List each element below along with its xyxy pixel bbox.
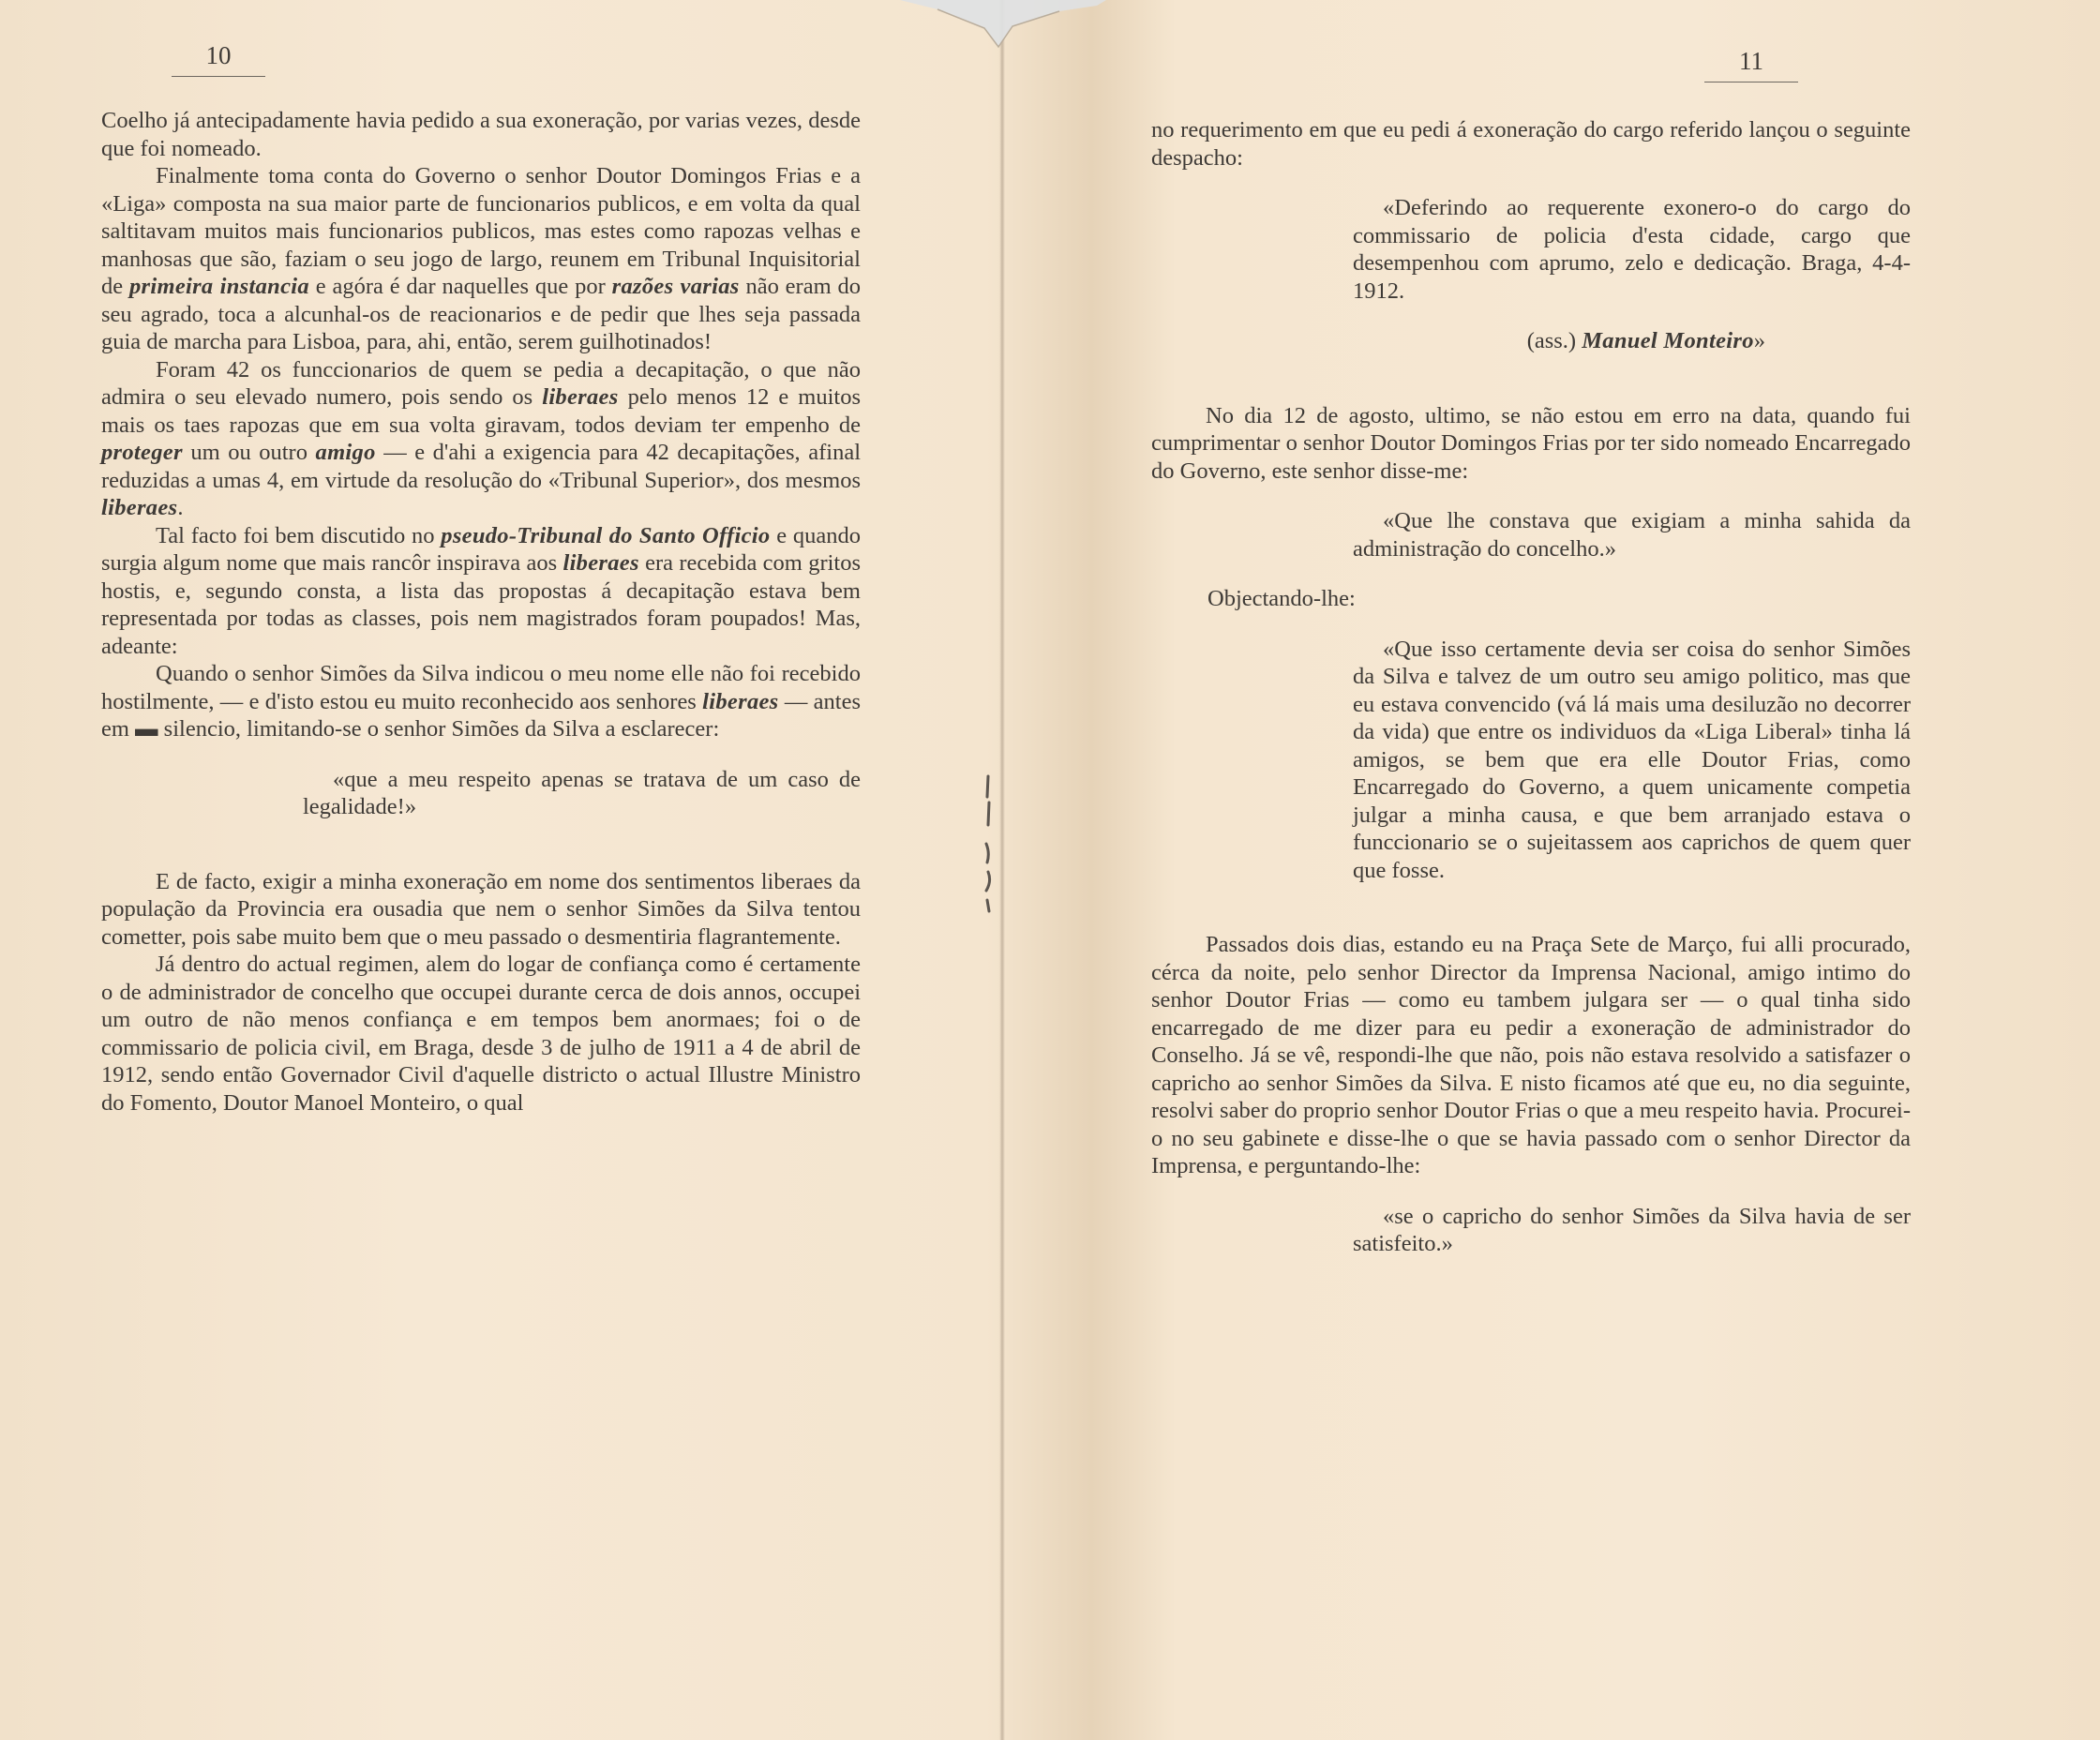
- paragraph: [1151, 402, 1911, 486]
- text-run: «Que isso certamente devia ser coisa do senhor Simões da Silva e talvez de um outro seu amigo politico, mas que eu estava convencido (vá lá mais uma desiluzão no decorrer da vida) que entre os individuos da «Liga Liberal» tinha lá amigos, se bem que era elle Doutor Frias, como Encarregado do Governo, a quem unicamente competia julgar a minha causa, e que bem arranjado estava o funccionario se o sujeitassem aos caprichos de quem quer que fosse.: [1353, 636, 1911, 883]
- text-run: no requerimento em que eu pedi á exoneração do cargo referido lançou o seguinte despacho:: [1151, 117, 1911, 171]
- text-run: «se o capricho do senhor Simões da Silva havia de ser satisfeito.»: [1353, 1203, 1911, 1256]
- paragraph: [101, 951, 861, 1117]
- page-text: [101, 107, 861, 1117]
- text-run: era recebida com gritos hostis, e, segundo consta, a lista das propostas á decapitação estava bem representada por todas as classes, pois nem magistrados foram poupados! Mas, adeante:: [101, 550, 862, 659]
- page-number: 11: [1704, 47, 1798, 82]
- text-run: e agóra é dar naquelles que por: [308, 274, 612, 299]
- quotation: [1353, 194, 1911, 305]
- emphasis-text: razões varias: [611, 274, 740, 299]
- text-run: Finalmente toma conta do Governo o senhor Doutor Domingos Frias e a «Liga» composta na sua maior parte de funcionarios publicos, e em volta da qual saltitavam muitos mais funcionarios publicos, mas estes como rapozas velhas e manhosas que são, faziam o seu jogo de largo, reunem em Tribunal Inquisitorial de: [101, 163, 861, 299]
- text-run: Tal facto foi bem discutido no: [156, 522, 442, 548]
- emphasis-text: liberaes: [542, 384, 619, 410]
- text-run: .: [177, 495, 184, 520]
- emphasis-text: liberaes: [702, 688, 779, 714]
- paragraph: [101, 162, 861, 356]
- text-run: E de facto, exigir a minha exoneração em nome dos sentimentos liberaes da população da Provincia era ousadia que nem o senhor Simões da Silva tentou cometter, pois sabe muito bem que o meu passado o desmentiria flagrantemente.: [101, 868, 861, 950]
- text-run: — antes em ▬ silencio, limitando-se o senhor Simões da Silva a esclarecer:: [101, 688, 861, 742]
- text-run: »: [1753, 328, 1765, 353]
- signature-line: [1151, 327, 1911, 355]
- quotation: [1353, 636, 1911, 885]
- emphasis-text: primeira instancia: [128, 274, 309, 299]
- emphasis-text: amigo: [315, 440, 376, 465]
- emphasis-text: proteger: [101, 440, 183, 465]
- text-run: Foram 42 os funccionarios de quem se pedia a decapitação, o que não admira o seu elevado numero, pois sendo os: [101, 356, 861, 410]
- emphasis-text: liberaes: [101, 495, 178, 520]
- torn-paper-corner: [900, 0, 1106, 52]
- paragraph: [101, 356, 861, 522]
- text-run: Objectando-lhe:: [1208, 586, 1356, 611]
- paragraph: [1151, 116, 1911, 172]
- paragraph: [101, 660, 861, 743]
- text-run: (ass.): [1526, 328, 1582, 353]
- quotation: [303, 766, 861, 821]
- paragraph: [1151, 585, 1911, 613]
- text-run: um ou outro: [182, 440, 316, 465]
- quotation: [1353, 507, 1911, 562]
- text-run: Quando o senhor Simões da Silva indicou o meu nome elle não foi recebido hostilmente, — e d'isto estou eu muito reconhecido aos senhores: [101, 661, 861, 714]
- text-run: — e d'ahi a exigencia para 42 decapitações, afinal reduzidas a umas 4, em virtude da resolução do «Tribunal Superior», dos mesmos: [101, 440, 861, 493]
- quotation: [1353, 1203, 1911, 1258]
- emphasis-text: pseudo-Tribunal do Santo Officio: [441, 522, 771, 548]
- text-run: pelo menos 12 e muitos mais os taes rapozas que em sua volta giravam, todos deviam ter empenho de: [101, 384, 862, 438]
- text-run: não eram do seu agrado, toca a alcunhal-os de reacionarios e de pedir que lhes seja passada guia de marcha para Lisboa, para, ahi, então, serem guilhotinados!: [101, 274, 861, 354]
- margin-ink-mark: [975, 769, 1001, 919]
- text-run: e quando surgia algum nome que mais rancôr inspirava aos: [101, 522, 861, 576]
- page-text: [1151, 116, 1911, 1258]
- text-run: «que a meu respeito apenas se tratava de um caso de legalidade!»: [303, 766, 861, 819]
- paragraph: [1151, 931, 1911, 1180]
- page-number: 10: [172, 41, 265, 77]
- emphasis-text: Manuel Monteiro: [1582, 328, 1754, 353]
- paragraph: [101, 107, 861, 162]
- paragraph: [101, 868, 861, 952]
- text-run: No dia 12 de agosto, ultimo, se não estou em erro na data, quando fui cumprimentar o senhor Doutor Domingos Frias por ter sido nomeado Encarregado do Governo, este senhor disse-me:: [1151, 402, 1911, 484]
- text-run: Coelho já antecipadamente havia pedido a sua exoneração, por varias vezes, desde que foi nomeado.: [101, 108, 861, 161]
- text-run: Passados dois dias, estando eu na Praça Sete de Março, fui alli procurado, cérca da noite, pelo senhor Director da Imprensa Nacional, amigo intimo do senhor Doutor Frias — como eu tambem julgara ser — o qual tinha sido encarregado de me dizer para eu pedir a exoneração de administrador do Conselho. Já se vê, respondi-lhe que não, pois não estava resolvido a satisfazer o capricho ao senhor Simões da Silva. E nisto ficamos até que eu, no dia seguinte, resolvi saber do proprio senhor Doutor Frias o que a meu respeito havia. Procurei-o no seu gabinete e disse-lhe o que se havia passado com o senhor Director da Imprensa, e perguntando-lhe:: [1151, 932, 1911, 1178]
- paragraph: [101, 522, 861, 661]
- text-run: Já dentro do actual regimen, alem do logar de confiança como é certamente o de administrador de concelho que occupei durante cerca de dois annos, occupei um outro de não menos confiança e em tempos bem anormaes; foi o de commissario de policia civil, em Braga, desde 3 de julho de 1911 a 4 de abril de 1912, sendo então Governador Civil d'aquelle districto o actual Illustre Ministro do Fomento, Doutor Manoel Monteiro, o qual: [101, 952, 861, 1116]
- text-run: «Deferindo ao requerente exonero-o do cargo do commissario de policia d'esta cidade, cargo que desempenhou com aprumo, zelo e dedicação. Braga, 4-4-1912.: [1353, 195, 1911, 304]
- text-run: «Que lhe constava que exigiam a minha sahida da administração do concelho.»: [1353, 508, 1911, 562]
- emphasis-text: liberaes: [562, 550, 639, 576]
